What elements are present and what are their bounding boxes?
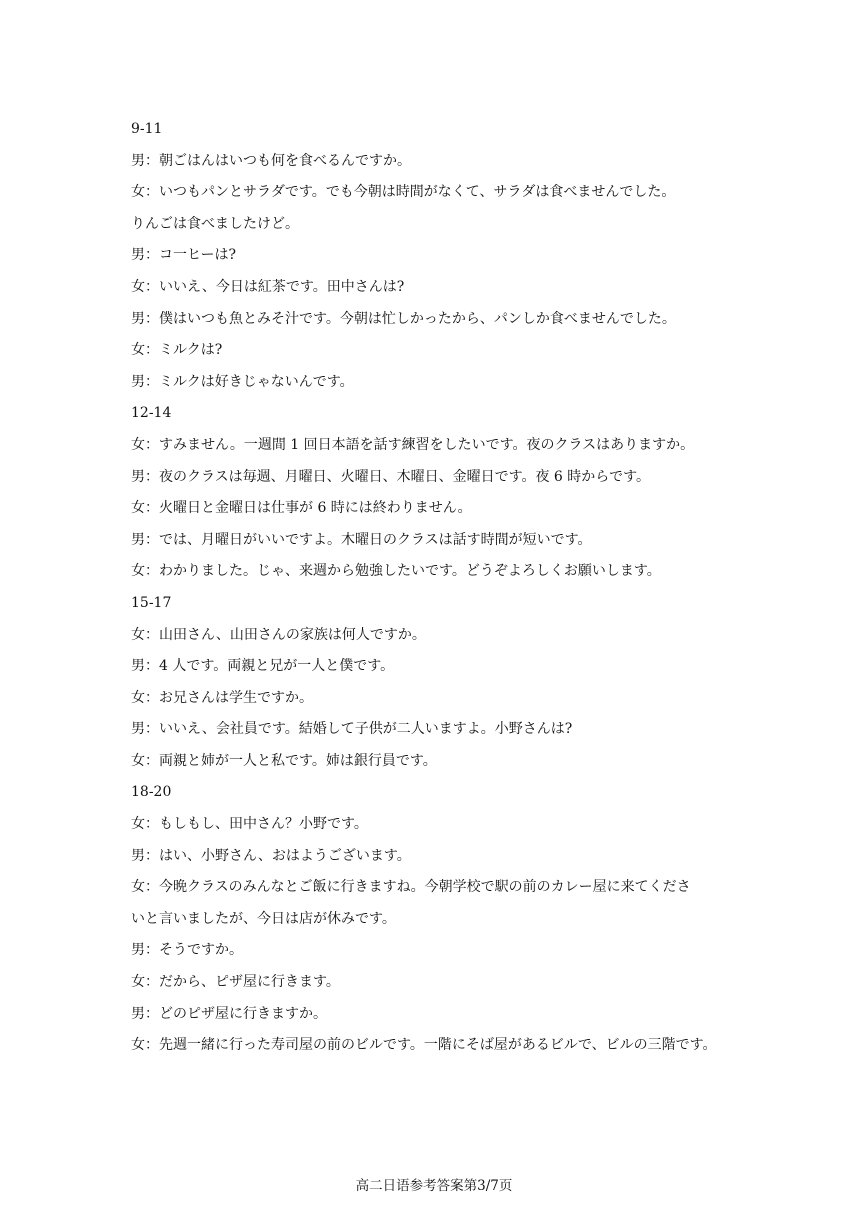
dialogue-line: 男：そうですか。 [131,942,243,959]
dialogue-line: 女：いつもパンとサラダです。でも今朝は時間がなくて、サラダは食べませんでした。 [131,184,676,201]
dialogue-line: 男：朝ごはんはいつも何を食べるんですか。 [131,152,411,169]
dialogue-line: 男：どのピザ屋に行きますか。 [131,1005,327,1022]
dialogue-line: 女：今晩クラスのみんなとご飯に行きますね。今朝学校で駅の前のカレー屋に来てくださ [131,879,691,896]
dialogue-line: 女：山田さん、山田さんの家族は何人ですか。 [131,626,426,643]
dialogue-line: 女：ミルクは? [131,342,223,359]
section-label: 12-14 [131,405,172,422]
dialogue-line: 女：先週一緒に行った寿司屋の前のビルです。一階にそば屋があるビルで、ビルの三階です。 [131,1037,717,1054]
dialogue-line: 男：夜のクラスは毎週、月曜日、火曜日、木曜日、金曜日です。夜 6 時からです。 [131,468,651,485]
dialogue-line: りんごは食べましたけど。 [131,215,299,232]
dialogue-line: 女：お兄さんは学生ですか。 [131,689,313,706]
dialogue-line: 女：いいえ、今日は紅茶です。田中さんは? [131,278,405,295]
dialogue-line: 女：火曜日と金曜日は仕事が 6 時には終わりません。 [131,500,472,517]
page-footer: 高二日语参考答案第3/7页 [355,1178,513,1194]
dialogue-line: 男：4 人です。両親と兄が一人と僕です。 [131,658,395,675]
section-label: 18-20 [131,784,172,801]
dialogue-line: 男：では、月曜日がいいですよ。木曜日のクラスは話す時間が短いです。 [131,531,592,548]
dialogue-line: 女：わかりました。じゃ、来週から勉強したいです。どうぞよろしくお願いします。 [131,563,661,580]
transcript [131,114,743,1062]
dialogue-line: 女：もしもし、田中さん？小野です。 [131,816,368,833]
dialogue-line: 女：両親と姉が一人と私です。姉は銀行員です。 [131,752,437,769]
dialogue-line: 男：ミルクは好きじゃないんです。 [131,373,354,390]
dialogue-line: 男：コ一ヒーは? [131,247,236,264]
dialogue-line: 男：僕はいつも魚とみそ汁です。今朝は忙しかったから、パンしか食べませんでした。 [131,310,676,327]
dialogue-line: 男：はい、小野さん、おはようございます。 [131,847,411,864]
dialogue-line: いと言いましたが、今日は店が休みです。 [131,910,396,927]
section-label: 9-11 [131,121,163,137]
dialogue-line: 女：すみません。一週間 1 回日本語を話す練習をしたいです。夜のクラスはありますか。 [131,436,695,453]
dialogue-line: 男：いいえ、会社員です。結婚して子供が二人いますよ。小野さんは? [131,721,573,738]
dialogue-line: 女：だから、ピザ屋に行きます。 [131,974,340,991]
section-label: 15-17 [131,594,172,611]
